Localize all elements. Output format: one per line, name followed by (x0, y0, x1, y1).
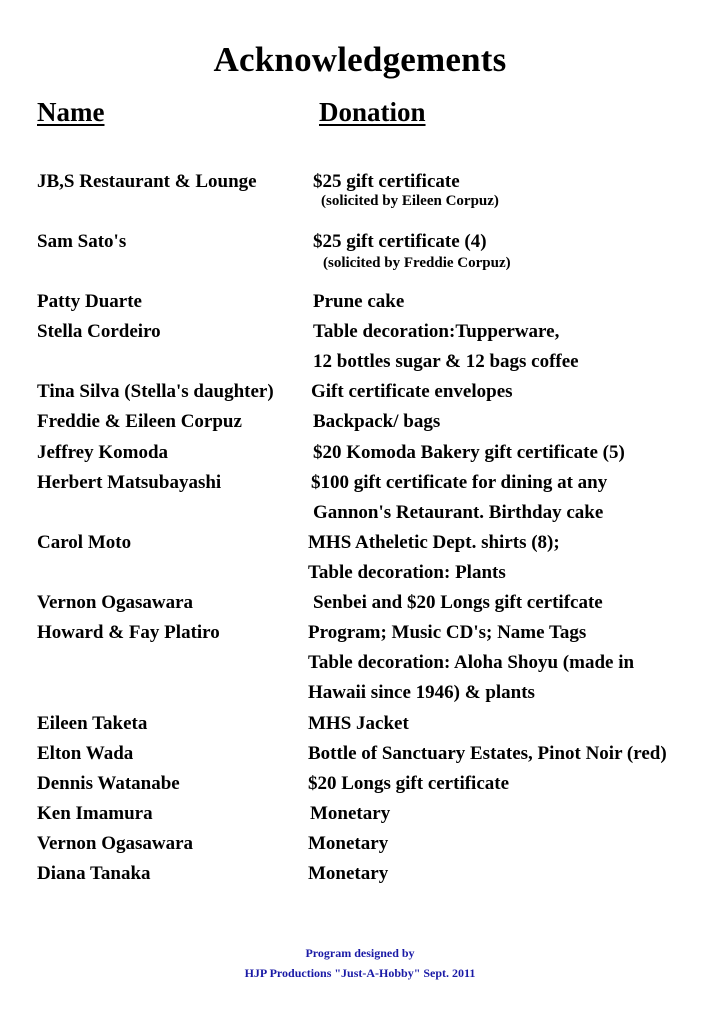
donation-text: Prune cake (313, 291, 405, 312)
footer-credit-line-2: HJP Productions "Just-A-Hobby" Sept. 2011 (244, 966, 476, 980)
donation-text: Monetary (310, 803, 391, 824)
donation-text: MHS Atheletic Dept. shirts (8); (308, 532, 560, 553)
donation-column-header: Donation (319, 97, 426, 127)
donation-text: $100 gift certificate for dining at any (311, 472, 608, 493)
donation-text: Table decoration: Aloha Shoyu (made in (308, 652, 635, 673)
donation-text: $20 Komoda Bakery gift certificate (5) (313, 442, 625, 463)
page-title: Acknowledgements (213, 40, 507, 79)
solicited-note: (solicited by Freddie Corpuz) (323, 255, 511, 271)
name-column-header: Name (37, 97, 105, 127)
donor-name: Sam Sato's (37, 231, 127, 252)
donor-name: Jeffrey Komoda (37, 442, 169, 463)
donor-name: Patty Duarte (37, 291, 142, 312)
donor-name: Vernon Ogasawara (37, 592, 194, 613)
donation-text: $25 gift certificate (4) (313, 231, 487, 252)
donor-name: Freddie & Eileen Corpuz (37, 411, 242, 432)
donation-text: Senbei and $20 Longs gift certifcate (313, 592, 603, 613)
donor-name: Elton Wada (37, 743, 134, 764)
solicited-note: (solicited by Eileen Corpuz) (321, 193, 499, 209)
donation-text: MHS Jacket (308, 713, 409, 734)
donation-text: Backpack/ bags (313, 411, 441, 432)
donor-name: Herbert Matsubayashi (37, 472, 222, 493)
donation-text: Bottle of Sanctuary Estates, Pinot Noir (red) (308, 743, 667, 764)
donation-text: $25 gift certificate (313, 171, 460, 192)
donor-name: JB,S Restaurant & Lounge (37, 171, 257, 192)
donation-text: Monetary (308, 863, 389, 884)
donation-text: Table decoration: Plants (308, 562, 506, 583)
donation-text: Gift certificate envelopes (311, 381, 513, 402)
donation-text: Table decoration:Tupperware, (313, 321, 560, 342)
donor-name: Howard & Fay Platiro (37, 622, 220, 643)
donation-text: $20 Longs gift certificate (308, 773, 510, 794)
donor-name: Ken Imamura (37, 803, 153, 824)
donation-text: 12 bottles sugar & 12 bags coffee (313, 351, 579, 372)
donor-name: Carol Moto (37, 532, 132, 553)
footer-credit-line-1: Program designed by (305, 946, 415, 960)
donation-text: Gannon's Retaurant. Birthday cake (313, 502, 604, 523)
donation-text: Program; Music CD's; Name Tags (308, 622, 587, 643)
donor-name: Stella Cordeiro (37, 321, 161, 342)
donation-text: Monetary (308, 833, 389, 854)
donation-text: Hawaii since 1946) & plants (308, 682, 535, 703)
donor-name: Tina Silva (Stella's daughter) (37, 381, 274, 402)
donor-name: Eileen Taketa (37, 713, 148, 734)
donor-name: Dennis Watanabe (37, 773, 180, 794)
donor-name: Vernon Ogasawara (37, 833, 194, 854)
donor-name: Diana Tanaka (37, 863, 151, 884)
